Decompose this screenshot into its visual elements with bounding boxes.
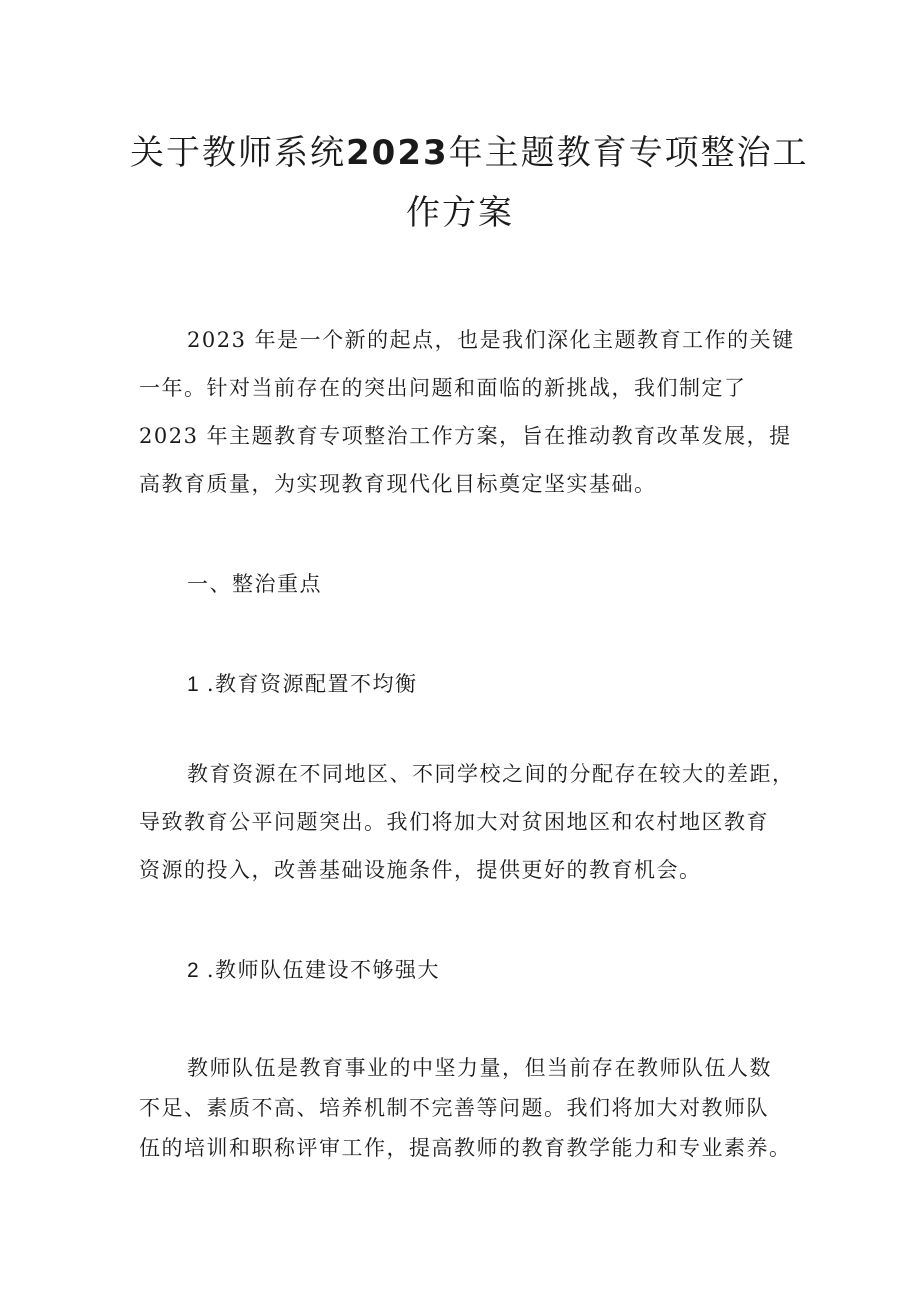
title-prefix: 关于教师系统 (130, 133, 346, 173)
item-2-number: 2 (187, 959, 199, 982)
item-2-line-2: 不足、素质不高、培养机制不完善等问题。我们将加大对教师队 (139, 1096, 769, 1120)
item-2-title: .教师队伍建设不够强大 (206, 958, 441, 982)
item-2-line-1: 教师队伍是教育事业的中坚力量，但当前存在教师队伍人数 (187, 1056, 772, 1080)
item-2-title-line (187, 960, 440, 981)
item-1-title-line (187, 674, 418, 695)
intro-line-4: 高教育质量，为实现教育现代化目标奠定坚实基础。 (139, 472, 657, 496)
item-1-line-1: 教育资源在不同地区、不同学校之间的分配存在较大的差距， (187, 762, 795, 786)
intro-line-1: 2023 年是一个新的起点，也是我们深化主题教育工作的关键 (187, 328, 795, 352)
item-1-title: .教育资源配置不均衡 (206, 672, 418, 696)
item-2-line-3: 伍的培训和职称评审工作，提高教师的教育教学能力和专业素养。 (139, 1136, 792, 1160)
item-1-line-2: 导致教育公平问题突出。我们将加大对贫困地区和农村地区教育 (139, 810, 769, 834)
section-1-heading: 一、整治重点 (187, 572, 322, 596)
item-1-line-3: 资源的投入，改善基础设施条件，提供更好的教育机会。 (139, 858, 702, 882)
title-year: 2023 (346, 133, 449, 173)
document-title-line-2: 作方案 (406, 193, 514, 233)
intro-line-3: 2023 年主题教育专项整治工作方案，旨在推动教育改革发展，提 (139, 424, 792, 448)
item-1-number: 1 (187, 673, 199, 696)
title-suffix: 年主题教育专项整治工 (448, 133, 809, 173)
intro-line-2: 一年。针对当前存在的突出问题和面临的新挑战，我们制定了 (139, 376, 747, 400)
document-title-line-1 (130, 133, 809, 173)
